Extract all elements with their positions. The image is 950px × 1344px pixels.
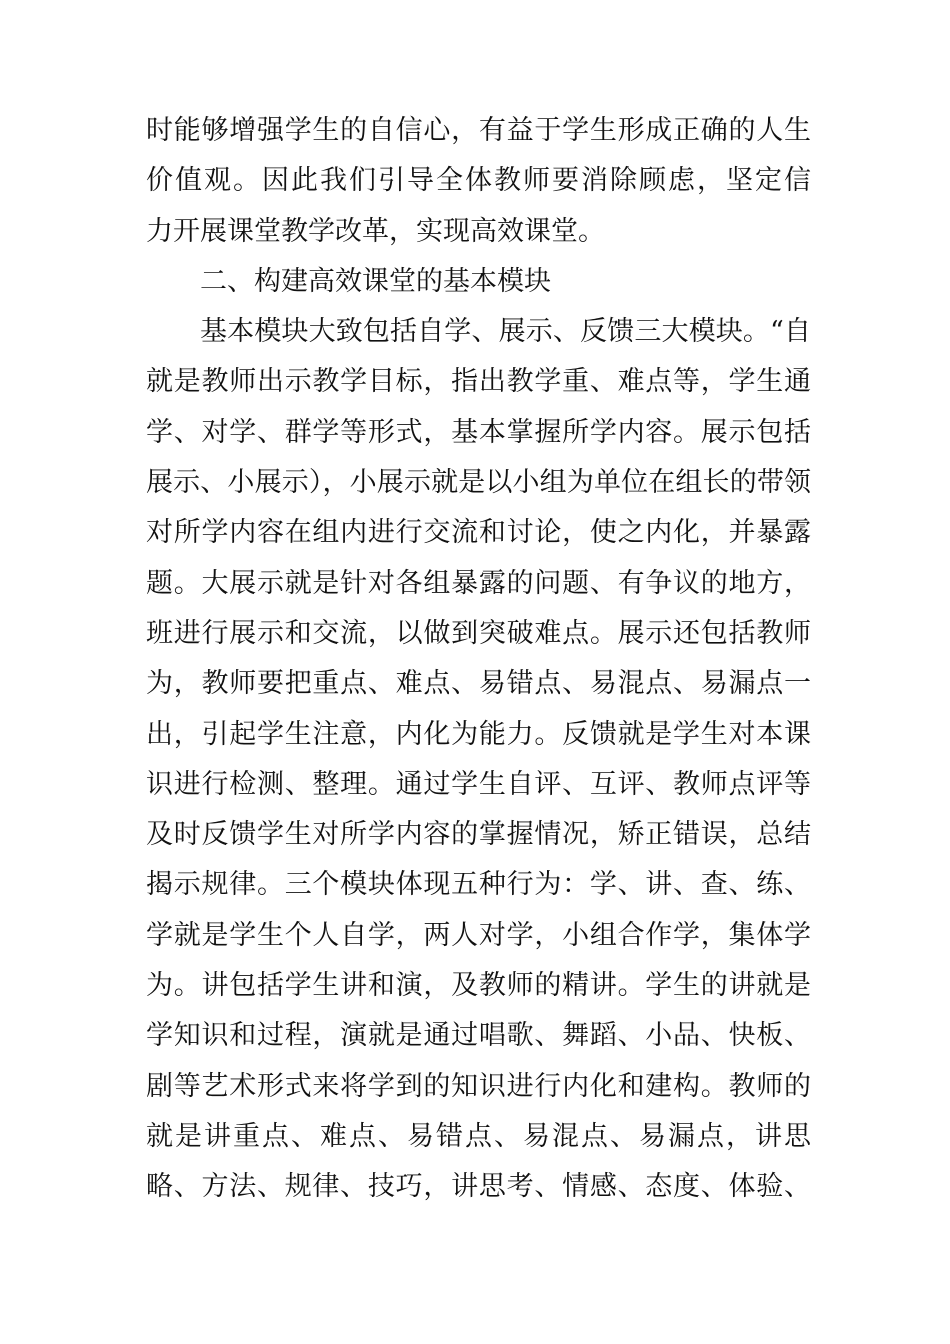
text-line: 力开展课堂教学改革，实现高效课堂。 (146, 215, 605, 247)
text-line: 展示、小展示），小展示就是以小组为单位在组长的带领 (146, 467, 811, 499)
text-line: 学就是学生个人自学，两人对学，小组合作学，集体学 (146, 919, 811, 951)
text-line: 就是教师出示教学目标，指出教学重、难点等，学生通 (146, 366, 811, 398)
text-line: 揭示规律。三个模块体现五种行为：学、讲、查、练、 (146, 869, 811, 901)
text-line: 班进行展示和交流，以做到突破难点。展示还包括教师 (146, 617, 811, 649)
text-line: 基本模块大致包括自学、展示、反馈三大模块。“自 (200, 316, 811, 348)
text-line: 价值观。因此我们引导全体教师要消除顾虑，坚定信 (146, 165, 811, 197)
text-line: 对所学内容在组内进行交流和讨论，使之内化，并暴露 (146, 517, 811, 549)
text-line: 学知识和过程，演就是通过唱歌、舞蹈、小品、快板、 (146, 1020, 811, 1052)
text-line: 就是讲重点、难点、易错点、易混点、易漏点，讲思 (146, 1120, 811, 1152)
text-line: 学、对学、群学等形式，基本掌握所学内容。展示包括 (146, 416, 811, 448)
text-line: 出，引起学生注意，内化为能力。反馈就是学生对本课 (146, 718, 811, 750)
text-line: 二、构建高效课堂的基本模块 (200, 265, 551, 297)
text-line: 及时反馈学生对所学内容的掌握情况，矫正错误，总结 (146, 819, 811, 851)
text-line: 时能够增强学生的自信心，有益于学生形成正确的人生 (146, 115, 811, 146)
text-line: 剧等艺术形式来将学到的知识进行内化和建构。教师的 (146, 1070, 811, 1102)
text-line: 为。讲包括学生讲和演，及教师的精讲。学生的讲就是 (146, 970, 811, 1002)
text-line: 题。大展示就是针对各组暴露的问题、有争议的地方， (146, 567, 811, 599)
text-line: 识进行检测、整理。通过学生自评、互评、教师点评等 (146, 768, 811, 800)
body-text (146, 106, 811, 1213)
text-line: 略、方法、规律、技巧，讲思考、情感、态度、体验、 (146, 1171, 811, 1203)
text-line: 为，教师要把重点、难点、易错点、易混点、易漏点一 (146, 668, 811, 700)
